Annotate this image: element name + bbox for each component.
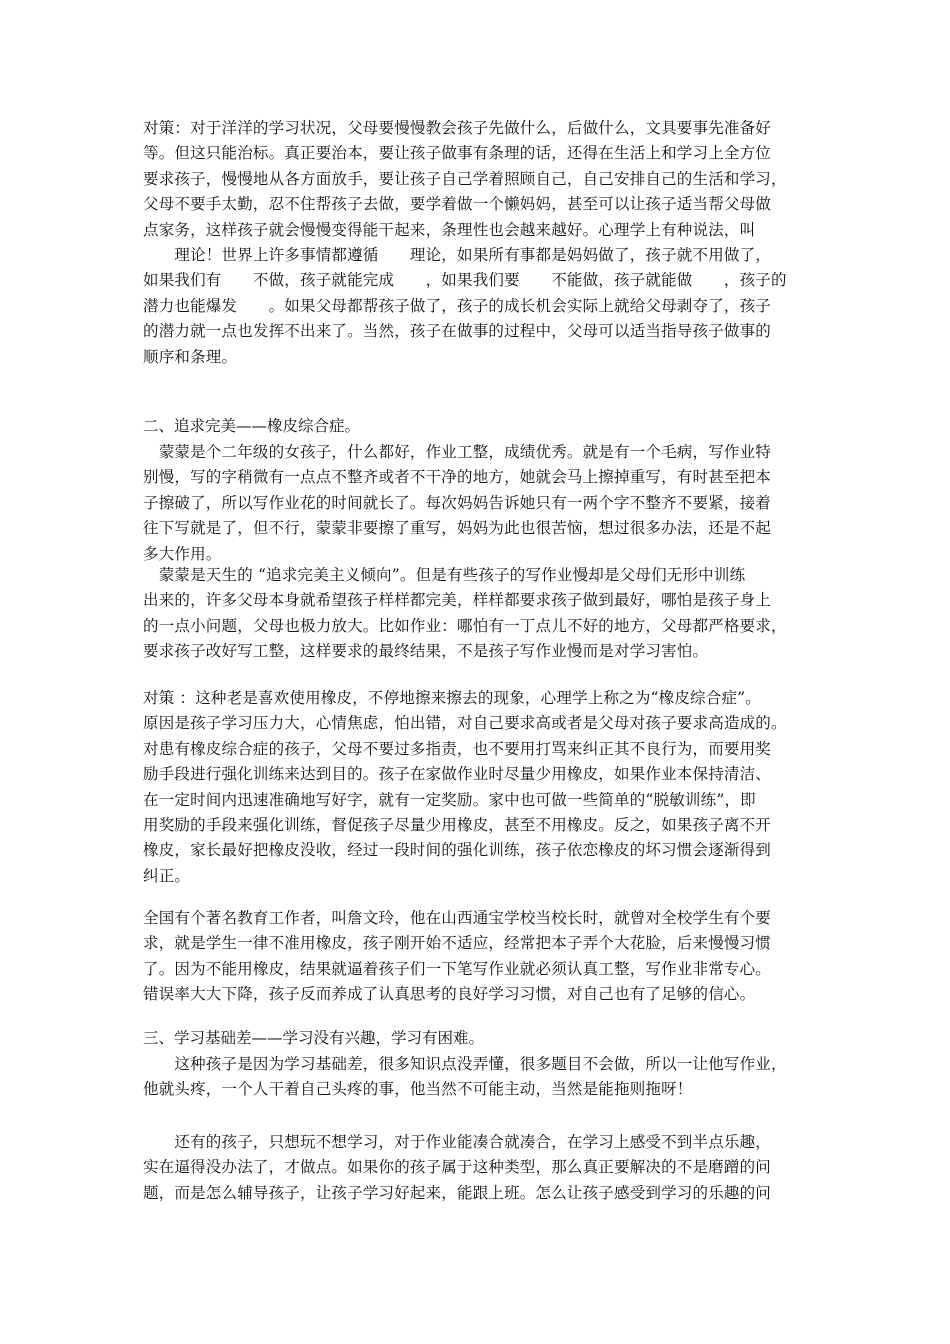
text-line: 题，而是怎么辅导孩子，让孩子学习好起来，能跟上班。怎么让孩子感受到学习的乐趣的问	[143, 1183, 772, 1202]
text-line: 实在逼得没办法了，才做点。如果你的孩子属于这种类型，那么真正要解决的不是磨蹭的问	[143, 1158, 772, 1177]
text-line: 原因是孩子学习压力大，心情焦虑，怕出错，对自己要求高或者是父母对孩子要求高造成的。	[143, 714, 787, 733]
text-line: 全国有个著名教育工作者，叫詹文玲，他在山西通宝学校当校长时，就曾对全校学生有个要	[143, 909, 772, 927]
text-line: 求，就是学生一律不准用橡皮，孩子刚开始不适应，经常把本子弄个大花脸，后来慢慢习惯	[143, 934, 772, 953]
text-line: 潜力也能爆发 。如果父母都帮孩子做了，孩子的成长机会实际上就给父母剥夺了，孩子	[143, 296, 772, 315]
paragraph-eraser-strategy	[143, 686, 808, 889]
text-line: 往下写就是了，但不行，蒙蒙非要擦了重写，妈妈为此也很苦恼，想过很多办法，还是不起	[143, 519, 772, 538]
text-line: 蒙蒙是个二年级的女孩子，什么都好，作业工整，成绩优秀。就是有一个毛病，写作业特	[143, 443, 772, 461]
text-line: 多大作用。	[143, 544, 222, 563]
text-line: 对患有橡皮综合症的孩子，父母不要过多指责，也不要用打骂来纠正其不良行为，而要用奖	[143, 739, 772, 758]
text-line: 别慢，写的字稍微有一点点不整齐或者不干净的地方，她就会马上擦掉重写，有时甚至把本	[143, 468, 772, 487]
text-line: 错误率大大下降，孩子反而养成了认真思考的良好学习习惯，对自己也有了足够的信心。	[143, 985, 756, 1004]
text-line: 在一定时间内迅速准确地写好字，就有一定奖励。家中也可做一些简单的“脱敏训练”，即	[143, 790, 756, 809]
text-line: 要求孩子，慢慢地从各方面放手，要让孩子自己学着照顾自己，自己安排自己的生活和学习，	[143, 169, 787, 188]
paragraph-weak-foundation	[143, 1052, 808, 1103]
text-line: 励手段进行强化训练来达到目的。孩子在家做作业时尽量少用橡皮，如果作业本保持清洁、	[143, 765, 772, 784]
text-line: 对策：对于洋洋的学习状况，父母要慢慢教会孩子先做什么，后做什么，文具要事先准备好	[143, 119, 772, 137]
text-line: 这种孩子是因为学习基础差，很多知识点没弄懂，很多题目不会做，所以一让他写作业，	[143, 1055, 787, 1073]
text-line: 纠正。	[143, 866, 191, 885]
paragraph-mengmeng-2	[143, 563, 808, 665]
text-line: 橡皮，家长最好把橡皮没收，经过一段时间的强化训练，孩子依恋橡皮的坏习惯会逐渐得到	[143, 841, 772, 860]
text-line: 顺序和条理。	[143, 347, 238, 366]
text-line: 子擦破了，所以写作业花的时间就长了。每次妈妈告诉她只有一两个字不整齐不要紧，接着	[143, 493, 772, 512]
paragraph-other-children	[143, 1130, 808, 1206]
text-line: 点家务，这样孩子就会慢慢变得能干起来，条理性也会越来越好。心理学上有种说法，叫	[143, 220, 756, 239]
text-line: 理论！世界上许多事情都遵循 理论，如果所有事都是妈妈做了，孩子就不用做了，	[143, 245, 772, 264]
paragraph-zhan-wenling	[143, 906, 808, 1008]
paragraph-strategy	[143, 116, 808, 370]
text-line: 了。因为不能用橡皮，结果就逼着孩子们一下笔写作业就必须认真工整，写作业非常专心。	[143, 959, 772, 978]
text-line: 的潜力就一点也发挥不出来了。当然，孩子在做事的过程中，父母可以适当指导孩子做事的	[143, 322, 772, 341]
text-line: 父母不要手太勤，忍不住帮孩子去做，要学着做一个懒妈妈，甚至可以让孩子适当帮父母做	[143, 195, 772, 214]
text-line: 等。但这只能治标。真正要治本，要让孩子做事有条理的话，还得在生活上和学习上全方位	[143, 144, 772, 163]
text-line: 对策 ：这种老是喜欢使用橡皮，不停地擦来擦去的现象，心理学上称之为“橡皮综合症”。	[143, 689, 761, 707]
text-line: 用奖励的手段来强化训练，督促孩子尽量少用橡皮，甚至不用橡皮。反之，如果孩子离不开	[143, 815, 772, 834]
text-line: 要求孩子改好写工整，这样要求的最终结果，不是孩子写作业慢而是对学习害怕。	[143, 642, 709, 661]
section-heading-three: 三、学习基础差——学习没有兴趣，学习有困难。	[143, 1029, 485, 1047]
text-line: 如果我们有 不做，孩子就能完成 ，如果我们要 不能做，孩子就能做 ，孩子的	[143, 271, 787, 290]
text-line: 的一点小问题，父母也极力放大。比如作业：哪怕有一丁点儿不好的地方，父母都严格要求，	[143, 616, 787, 635]
text-line: 出来的，许多父母本身就希望孩子样样都完美，样样都要求孩子做到最好，哪怕是孩子身上	[143, 591, 772, 610]
text-line: 还有的孩子，只想玩不想学习，对于作业能凑合就凑合，在学习上感受不到半点乐趣，	[143, 1133, 772, 1151]
text-line: 他就头疼，一个人干着自己头疼的事，他当然不可能主动，当然是能拖则拖呀！	[143, 1080, 693, 1099]
section-heading-two: 二、追求完美——橡皮综合症。	[143, 417, 361, 435]
paragraph-mengmeng-1	[143, 440, 808, 567]
text-line: 蒙蒙是天生的 “追求完美主义倾向”。但是有些孩子的写作业慢却是父母们无形中训练	[143, 566, 746, 584]
